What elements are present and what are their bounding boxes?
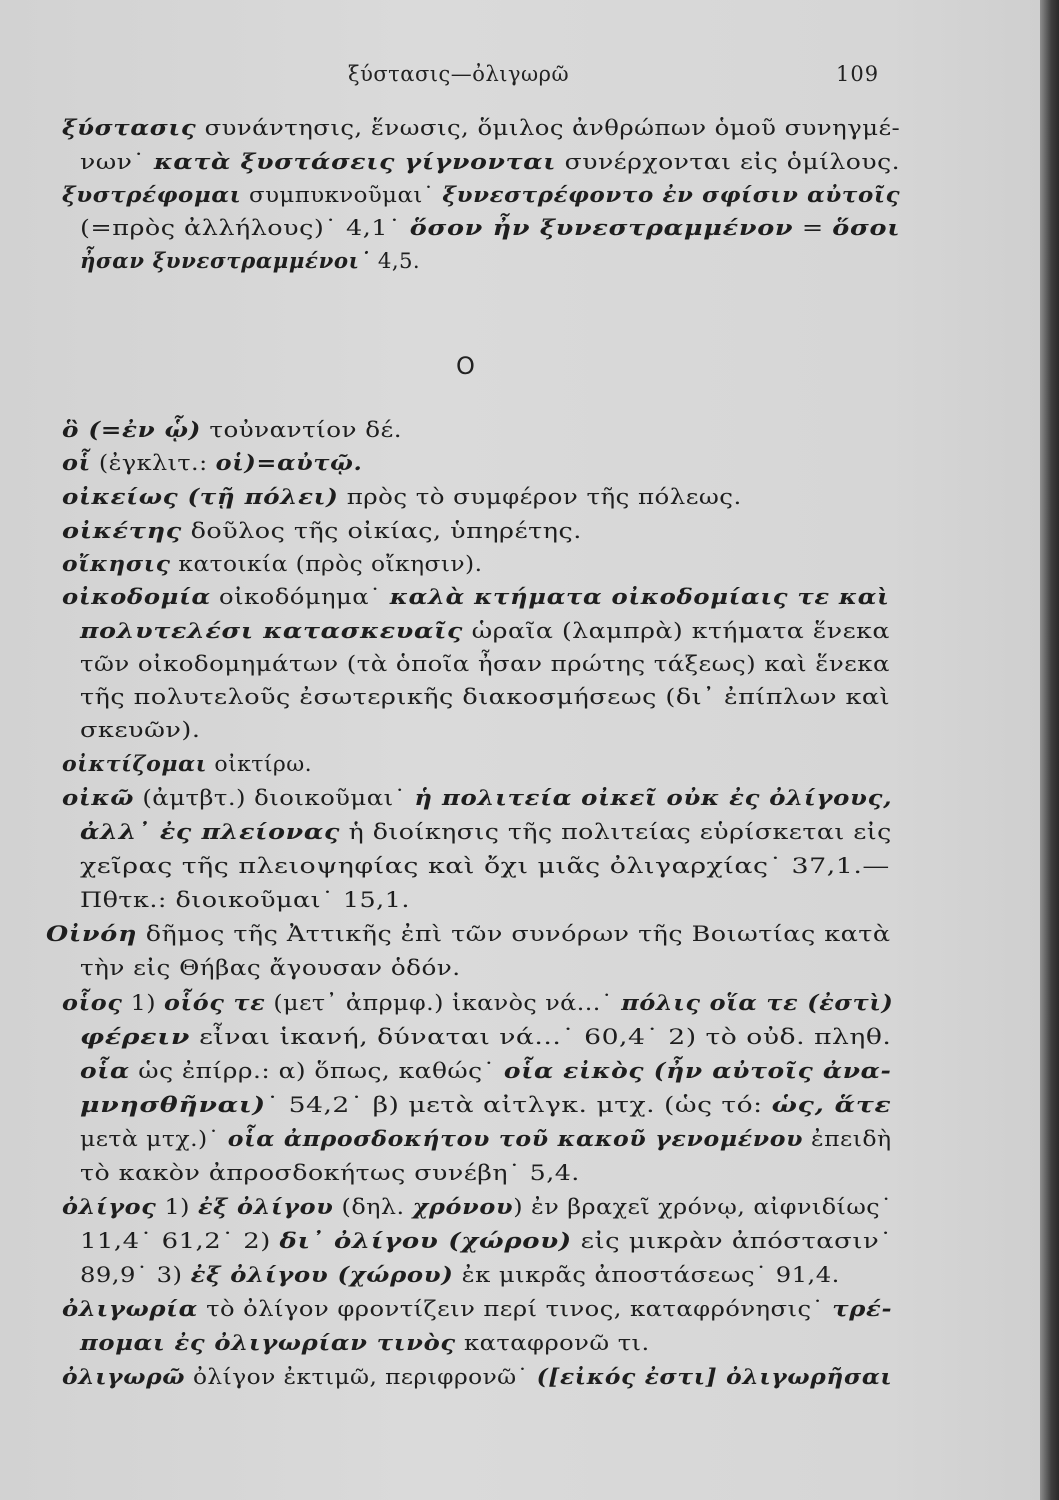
gloss-text: =: [793, 216, 833, 241]
text-line: [80, 1127, 892, 1153]
gloss-text: οἰκοδόμημα˙: [210, 585, 390, 610]
text-line: [80, 820, 892, 846]
bold-term: οἷός τε: [163, 991, 266, 1016]
text-line: [62, 585, 890, 611]
bold-term: ὃ (=ἐν ᾧ): [62, 418, 202, 443]
text-line: [80, 619, 890, 645]
bold-term: οἱ)=αὐτῷ.: [215, 451, 363, 476]
bold-term: ([εἰκός ἐστι] ὀλιγωρῆσαι: [536, 1365, 893, 1390]
section-letter: O: [456, 352, 475, 380]
bold-term: ὀλιγωρία: [62, 1297, 198, 1322]
bold-term: οἷα: [80, 1059, 130, 1084]
gloss-text: κατοικία (πρὸς οἴκησιν).: [170, 552, 483, 577]
text-line: [62, 116, 900, 142]
gloss-text: μετὰ μτχ.)˙: [80, 1127, 228, 1152]
gloss-text: τὸ ὀλίγον φροντίζειν περί τινος, καταφρόνησις˙: [197, 1297, 833, 1322]
gloss-text: 11,4˙ 61,2˙ 2): [80, 1229, 280, 1254]
gloss-text: ) ἐν βραχεῖ χρόνῳ, αἰφνιδίως˙: [513, 1195, 893, 1220]
gloss-text: ἐπειδὴ: [803, 1127, 892, 1152]
gloss-text: ἐκ μικρᾶς ἀποστάσεως˙ 91,4.: [453, 1263, 840, 1288]
gloss-text: (=πρὸς ἀλλήλους)˙ 4,1˙: [80, 216, 410, 241]
page-edge: [1040, 0, 1059, 1500]
gloss-text: (ἐγκλιτ.:: [90, 451, 216, 476]
gloss-text: ὀλίγον ἐκτιμῶ, περιφρονῶ˙: [185, 1365, 537, 1390]
gloss-text: συνέρχονται εἰς ὁμίλους.: [556, 150, 901, 175]
bold-term: Οἰνόη: [46, 922, 138, 947]
gloss-text: ἡ διοίκησις τῆς πολιτείας εὑρίσκεται εἰς: [340, 820, 892, 845]
gloss-text: ὡραῖα (λαμπρὰ) κτήματα ἕνεκα: [463, 619, 890, 644]
text-line: [80, 1263, 840, 1289]
gloss-text: συνάντησις, ἕνωσις, ὅμιλος ἀνθρώπων ὁμοῦ συνηγμέ-: [196, 116, 901, 141]
bold-term: οἰκῶ: [62, 786, 135, 811]
text-line: [62, 451, 363, 477]
bold-term: ἐξ ὀλίγου: [197, 1195, 334, 1220]
gloss-text: Πθτκ.: διοικοῦμαι˙ 15,1.: [80, 888, 410, 913]
text-line: [80, 216, 900, 242]
gloss-text: 1): [122, 991, 164, 1016]
bold-term: ξύστασις: [62, 116, 197, 141]
bold-term: ξυνεστρέφοντο ἐν σφίσιν αὐτοῖς: [442, 183, 901, 208]
text-line: [80, 1229, 893, 1255]
bold-term: καλὰ κτήματα οἰκοδομίαις τε καὶ: [389, 585, 890, 610]
running-title: ξύστασις—ὀλιγωρῶ: [348, 62, 570, 86]
gloss-text: σκευῶν).: [80, 718, 201, 743]
gloss-text: ˙ 54,2˙ β) μετὰ αἰτλγκ. μτχ. (ὡς τό:: [265, 1093, 772, 1118]
gloss-text: συμπυκνοῦμαι˙: [241, 183, 443, 208]
text-line: [80, 854, 890, 880]
gloss-text: (δηλ.: [333, 1195, 413, 1220]
text-line: [80, 685, 890, 711]
bold-term: κατὰ ξυστάσεις γίγνονται: [153, 150, 557, 175]
text-line: [62, 183, 900, 209]
page-header: [0, 62, 1040, 92]
gloss-text: δοῦλος τῆς οἰκίας, ὑπηρέτης.: [182, 519, 582, 544]
gloss-text: 1): [156, 1195, 198, 1220]
bold-term: ὀλίγος: [62, 1195, 157, 1220]
bold-term: οἰκοδομία: [62, 585, 211, 610]
bold-term: μνησθῆναι): [80, 1093, 266, 1118]
gloss-text: εἶναι ἱκανή, δύναται νά...˙ 60,4˙ 2) τὸ οὐδ. πληθ.: [190, 1025, 892, 1050]
text-line: [62, 1365, 892, 1391]
text-line: [80, 1093, 891, 1119]
text-line: [62, 991, 893, 1017]
bold-term: οἷα εἰκὸς (ἦν αὐτοῖς ἀνα-: [503, 1059, 892, 1084]
gloss-text: καταφρονῶ τι.: [455, 1331, 650, 1356]
text-line: [62, 418, 402, 444]
text-line: [80, 1161, 580, 1187]
bold-term: φέρειν: [80, 1025, 191, 1050]
text-line: [62, 1195, 893, 1221]
gloss-text: δῆμος τῆς Ἀττικῆς ἐπὶ τῶν συνόρων τῆς Βοιωτίας κατὰ: [137, 922, 891, 947]
text-line: [62, 1297, 892, 1323]
bold-term: ὀλιγωρῶ: [62, 1365, 186, 1390]
text-line: [80, 1025, 891, 1051]
text-line: [80, 1331, 650, 1357]
gloss-text: τὸ κακὸν ἀπροσδοκήτως συνέβη˙ 5,4.: [80, 1161, 580, 1186]
gloss-text: τὴν εἰς Θήβας ἄγουσαν ὁδόν.: [80, 956, 461, 981]
text-line: [80, 1059, 892, 1085]
gloss-text: εἰς μικρὰν ἀπόστασιν˙: [571, 1229, 893, 1254]
text-line: [80, 888, 410, 914]
text-line: [46, 922, 890, 948]
gloss-text: 89,9˙ 3): [80, 1263, 191, 1288]
gloss-text: τῆς πολυτελοῦς ἐσωτερικῆς διακοσμήσεως (δι᾽ ἐπίπλων καὶ: [80, 685, 891, 710]
bold-term: οἰκέτης: [62, 519, 183, 544]
gloss-text: χεῖρας τῆς πλειοψηφίας καὶ ὄχι μιᾶς ὀλιγαρχίας˙ 37,1.—: [80, 854, 890, 879]
text-line: [62, 752, 312, 778]
bold-term: πολυτελέσι κατασκευαῖς: [80, 619, 464, 644]
gloss-text: νων˙: [80, 150, 154, 175]
gloss-text: (ἀμτβτ.) διοικοῦμαι˙: [134, 786, 415, 811]
gloss-text: ὡς ἐπίρρ.: α) ὅπως, καθώς˙: [129, 1059, 504, 1084]
bold-term: πόλις οἵα τε (ἐστὶ): [621, 991, 894, 1016]
bold-term: δι᾽ ὀλίγου (χώρου): [279, 1229, 572, 1254]
bold-term: ἦσαν ξυνεστραμμένοι˙: [80, 249, 371, 274]
bold-term: οἰκείως (τῇ πόλει): [62, 485, 339, 510]
bold-term: ὅσον ἦν ξυνεστραμμένον: [409, 216, 794, 241]
bold-term: ὡς, ἅτε: [771, 1093, 892, 1118]
text-line: [62, 786, 892, 812]
text-line: [62, 552, 482, 578]
gloss-text: τοὐναντίον δέ.: [201, 418, 403, 443]
bold-term: ξυστρέφομαι: [62, 183, 242, 208]
text-line: [80, 956, 461, 982]
gloss-text: (μετ᾽ ἀπρμφ.) ἱκανὸς νά...˙: [265, 991, 622, 1016]
bold-term: οἷ: [62, 451, 91, 476]
bold-term: ὅσοι: [832, 216, 901, 241]
bold-term: ἀλλ᾽ ἐς πλείονας: [80, 820, 341, 845]
text-line: [62, 485, 742, 511]
bold-term: πομαι ἐς ὀλιγωρίαν τινὸς: [80, 1331, 456, 1356]
text-line: [62, 519, 582, 545]
text-line: [80, 652, 890, 678]
bold-term: οἴκησις: [62, 552, 171, 577]
bold-term: τρέ-: [832, 1297, 893, 1322]
text-line: [80, 718, 200, 744]
bold-term: οἷα ἀπροσδοκήτου τοῦ κακοῦ γενομένου: [227, 1127, 804, 1152]
bold-term: χρόνου: [412, 1195, 514, 1220]
bold-term: οἰκτίζομαι: [62, 752, 207, 777]
bold-term: ἡ πολιτεία οἰκεῖ οὐκ ἐς ὀλίγους,: [414, 786, 893, 811]
gloss-text: 4,5.: [370, 249, 421, 274]
text-line: [80, 150, 900, 176]
bold-term: ἐξ ὀλίγου (χώρου): [190, 1263, 454, 1288]
text-line: [80, 249, 420, 275]
page-number: 109: [836, 62, 880, 86]
gloss-text: πρὸς τὸ συμφέρον τῆς πόλεως.: [338, 485, 742, 510]
bold-term: οἷος: [62, 991, 123, 1016]
gloss-text: τῶν οἰκοδομημάτων (τὰ ὁποῖα ἦσαν πρώτης τάξεως) καὶ ἕνεκα: [80, 652, 890, 677]
gloss-text: οἰκτίρω.: [206, 752, 313, 777]
